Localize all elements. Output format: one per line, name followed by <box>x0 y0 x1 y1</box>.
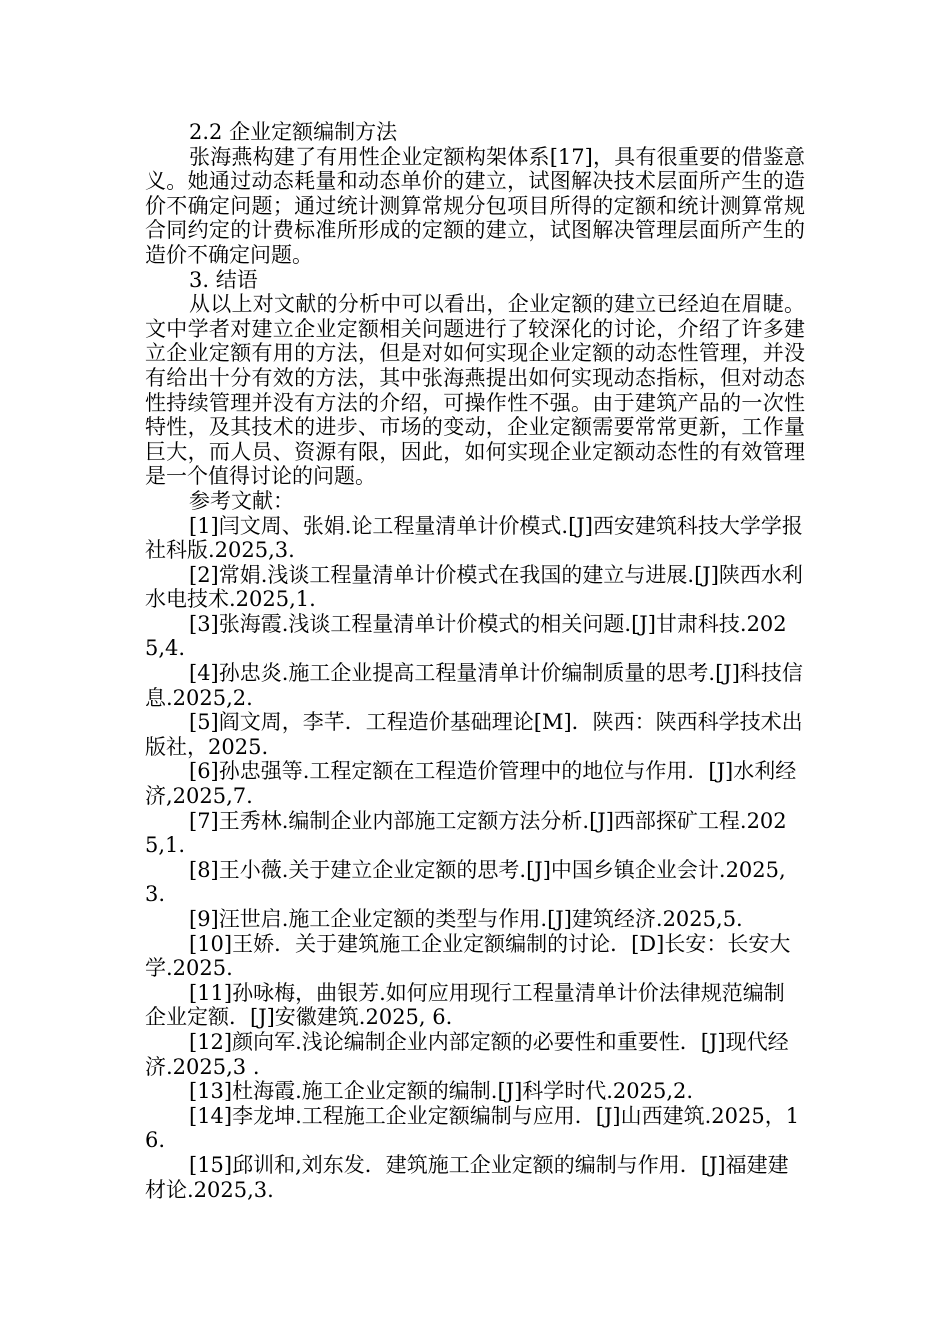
reference-item-1: [1]闫文周、张娟.论工程量清单计价模式.[J]西安建筑科技大学学报社科版.2025,3. <box>145 513 803 563</box>
reference-item-3: [3]张海霞.浅谈工程量清单计价模式的相关问题.[J]甘肃科技.2025,4. <box>145 611 787 661</box>
section-3-paragraph: 从以上对文献的分析中可以看出，企业定额的建立已经迫在眉睫。文中学者对建立企业定额相关问题进行了较深化的讨论，介绍了许多建立企业定额有用的方法，但是对如何实现企业定额的动态性管理，并没有给出十分有效的方法，其中张海燕提出如何实现动态指标，但对动态性持续管理并没有方法的介绍，可操作性不强。由于建筑产品的一次性特性，及其技术的进步、市场的变动，企业定额需要常常更新，工作量巨大，而人员、资源有限，因此，如何实现企业定额动态性的有效管理是一个值得讨论的问题。 <box>145 292 805 489</box>
reference-item-15: [15]邱训和,刘东发．建筑施工企业定额的编制与作用．[J]福建建材论.2025,3. <box>145 1152 789 1202</box>
reference-item-2: [2]常娟.浅谈工程量清单计价模式在我国的建立与进展.[J]陕西水利水电技术.2025,1. <box>145 562 803 612</box>
reference-item-11: [11]孙咏梅，曲银芳.如何应用现行工程量清单计价法律规范编制企业定额．[J]安徽建筑.2025, 6. <box>145 980 785 1030</box>
reference-item-6: [6]孙忠强等.工程定额在工程造价管理中的地位与作用．[J]水利经济,2025,7. <box>145 759 797 809</box>
document-page <box>145 120 805 1202</box>
reference-item-5: [5]阎文周，李芊．工程造价基础理论[M]．陕西：陕西科学技术出版社，2025. <box>145 710 803 759</box>
reference-item-9: [9]汪世启.施工企业定额的类型与作用.[J]建筑经济.2025,5. <box>189 907 743 931</box>
reference-item-14: [14]李龙坤.工程施工企业定额编制与应用．[J]山西建筑.2025，16. <box>145 1103 800 1153</box>
section-3-heading: 3. 结语 <box>189 267 258 292</box>
section-2-2-paragraph: 张海燕构建了有用性企业定额构架体系[17]，具有很重要的借鉴意义。她通过动态耗量和动态单价的建立，试图解决技术层面所产生的造价不确定问题；通过统计测算常规分包项目所得的定额和统计测算常规合同约定的计费标准所形成的定额的建立，试图解决管理层面所产生的造价不确定问题。 <box>145 144 805 267</box>
reference-item-4: [4]孙忠炎.施工企业提高工程量清单计价编制质量的思考.[J]科技信息.2025,2. <box>145 661 803 710</box>
reference-item-12: [12]颜向军.浅论编制企业内部定额的必要性和重要性．[J]现代经济.2025,3 . <box>145 1029 789 1079</box>
reference-item-10: [10]王娇．关于建筑施工企业定额编制的讨论．[D]长安：长安大学.2025. <box>145 931 791 981</box>
references-heading: 参考文献： <box>189 488 294 513</box>
reference-item-7: [7]王秀林.编制企业内部施工定额方法分析.[J]西部探矿工程.2025,1. <box>145 808 787 858</box>
reference-list <box>145 514 805 1203</box>
reference-item-8: [8]王小薇.关于建立企业定额的思考.[J]中国乡镇企业会计.2025,3. <box>145 857 786 907</box>
reference-item-13: [13]杜海霞.施工企业定额的编制.[J]科学时代.2025,2. <box>189 1079 694 1104</box>
section-2-2-heading: 2.2 企业定额编制方法 <box>189 120 398 144</box>
